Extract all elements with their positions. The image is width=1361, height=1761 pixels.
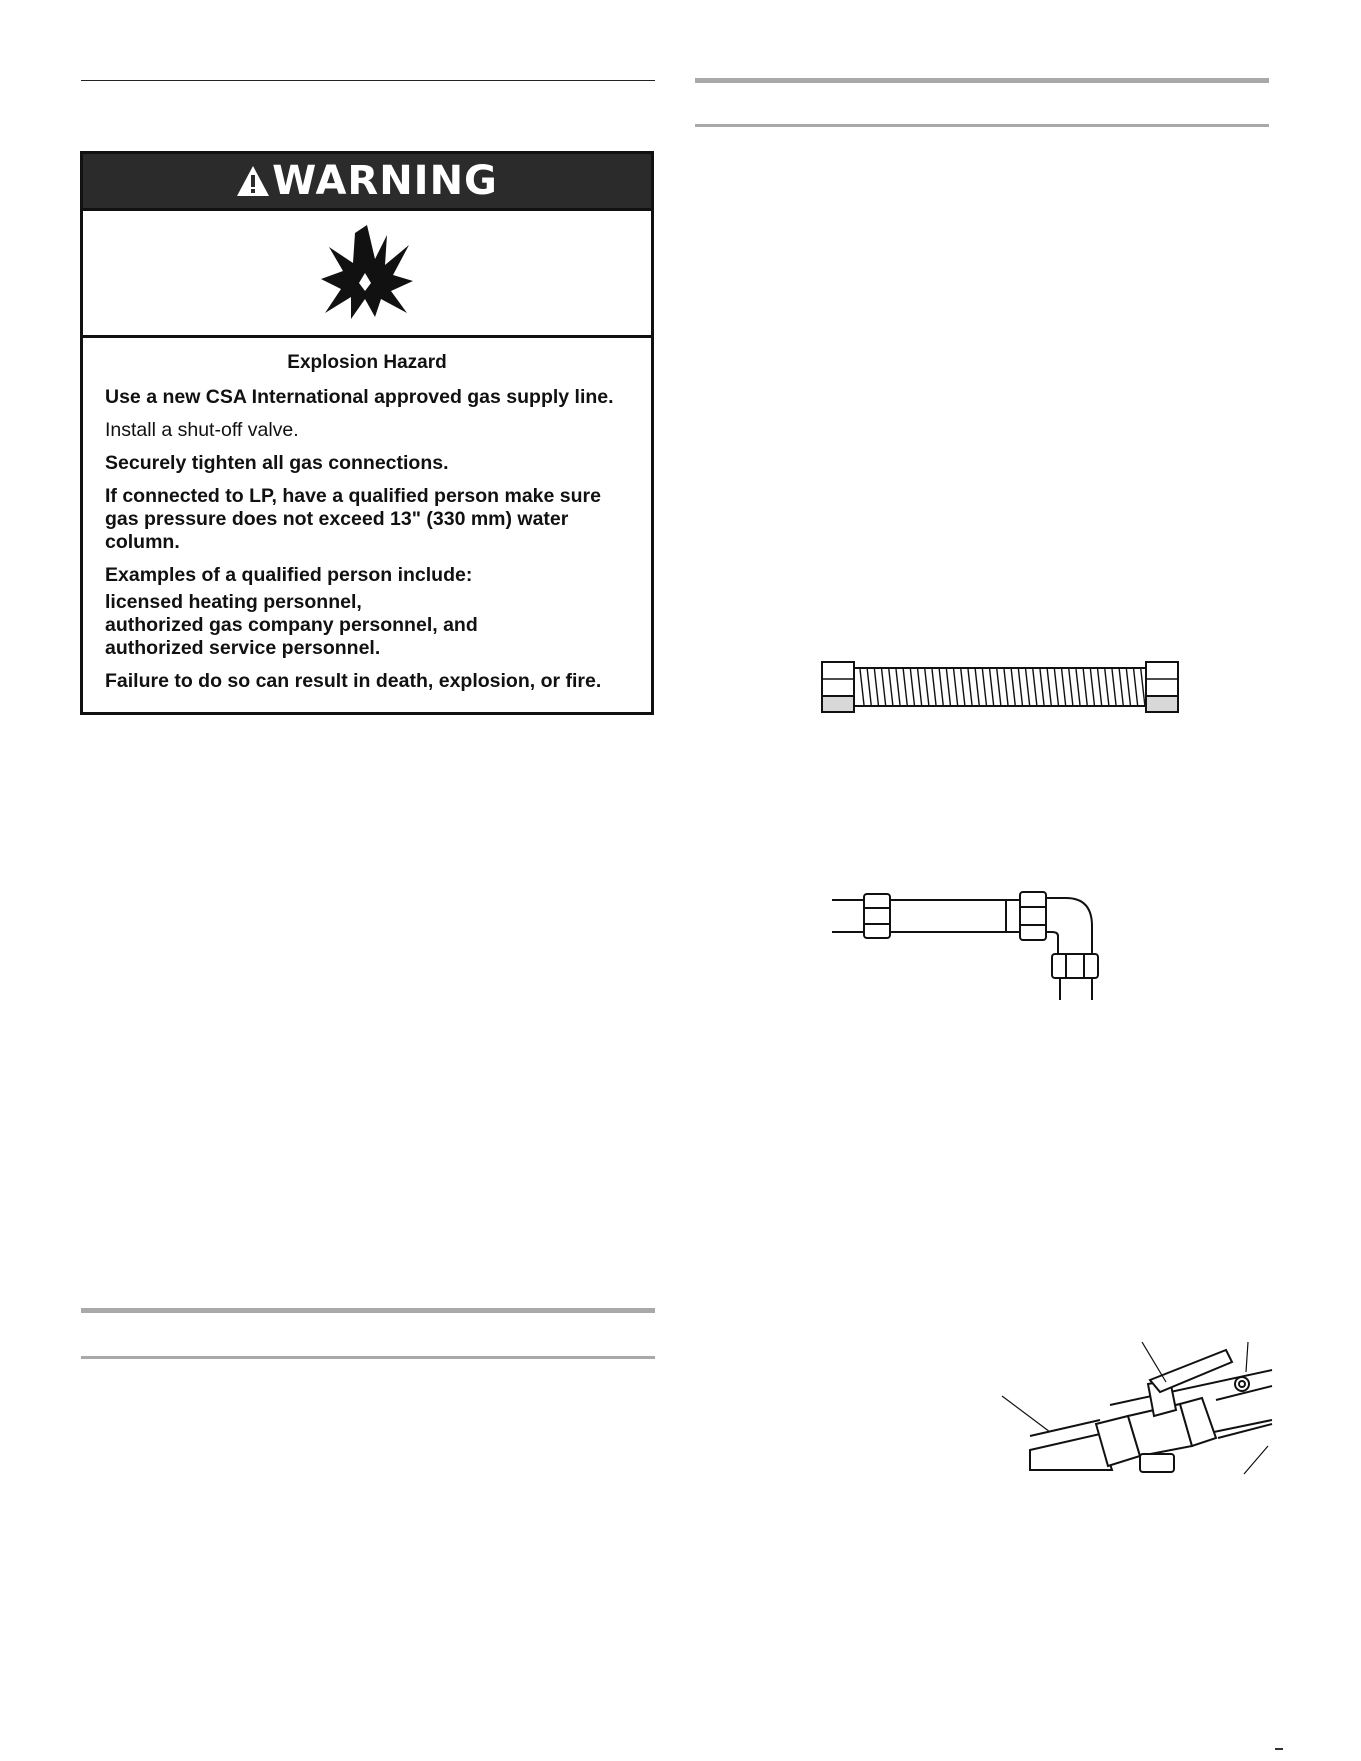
explosion-icon-area [83,208,651,338]
example-item: licensed heating personnel, [105,591,362,613]
section-rule-right-top [695,78,1269,83]
flexible-gas-line-illustration [820,660,1182,716]
warning-body [83,338,651,693]
warning-box [80,151,654,715]
section-rule-right-bottom [695,124,1269,127]
shut-off-valve-illustration [1000,1320,1280,1480]
qualified-person-examples [105,591,629,660]
section-rule-left-bottom [81,1356,655,1359]
warning-title: WARNING [272,158,498,204]
warning-triangle-icon [236,164,270,198]
explosion-icon [317,221,417,325]
warning-line: Securely tighten all gas connections. [105,452,449,474]
example-item: authorized gas company personnel, and [105,614,478,636]
warning-hazard-title: Explosion Hazard [287,352,447,373]
warning-line: Use a new CSA International approved gas supply line. [105,386,614,408]
page-mark [1275,1748,1283,1750]
warning-header [83,154,651,208]
warning-consequence: Failure to do so can result in death, explosion, or fire. [105,670,602,692]
warning-line: If connected to LP, have a qualified person make sure gas pressure does not exceed 13" (330 mm) water column. [105,485,601,553]
pipe-and-elbow-illustration [830,880,1110,1002]
top-rule-left [81,80,655,81]
warning-line: Examples of a qualified person include: [105,564,473,586]
section-rule-left-top [81,1308,655,1313]
example-item: authorized service personnel. [105,637,381,659]
warning-line: Install a shut-off valve. [105,419,299,441]
